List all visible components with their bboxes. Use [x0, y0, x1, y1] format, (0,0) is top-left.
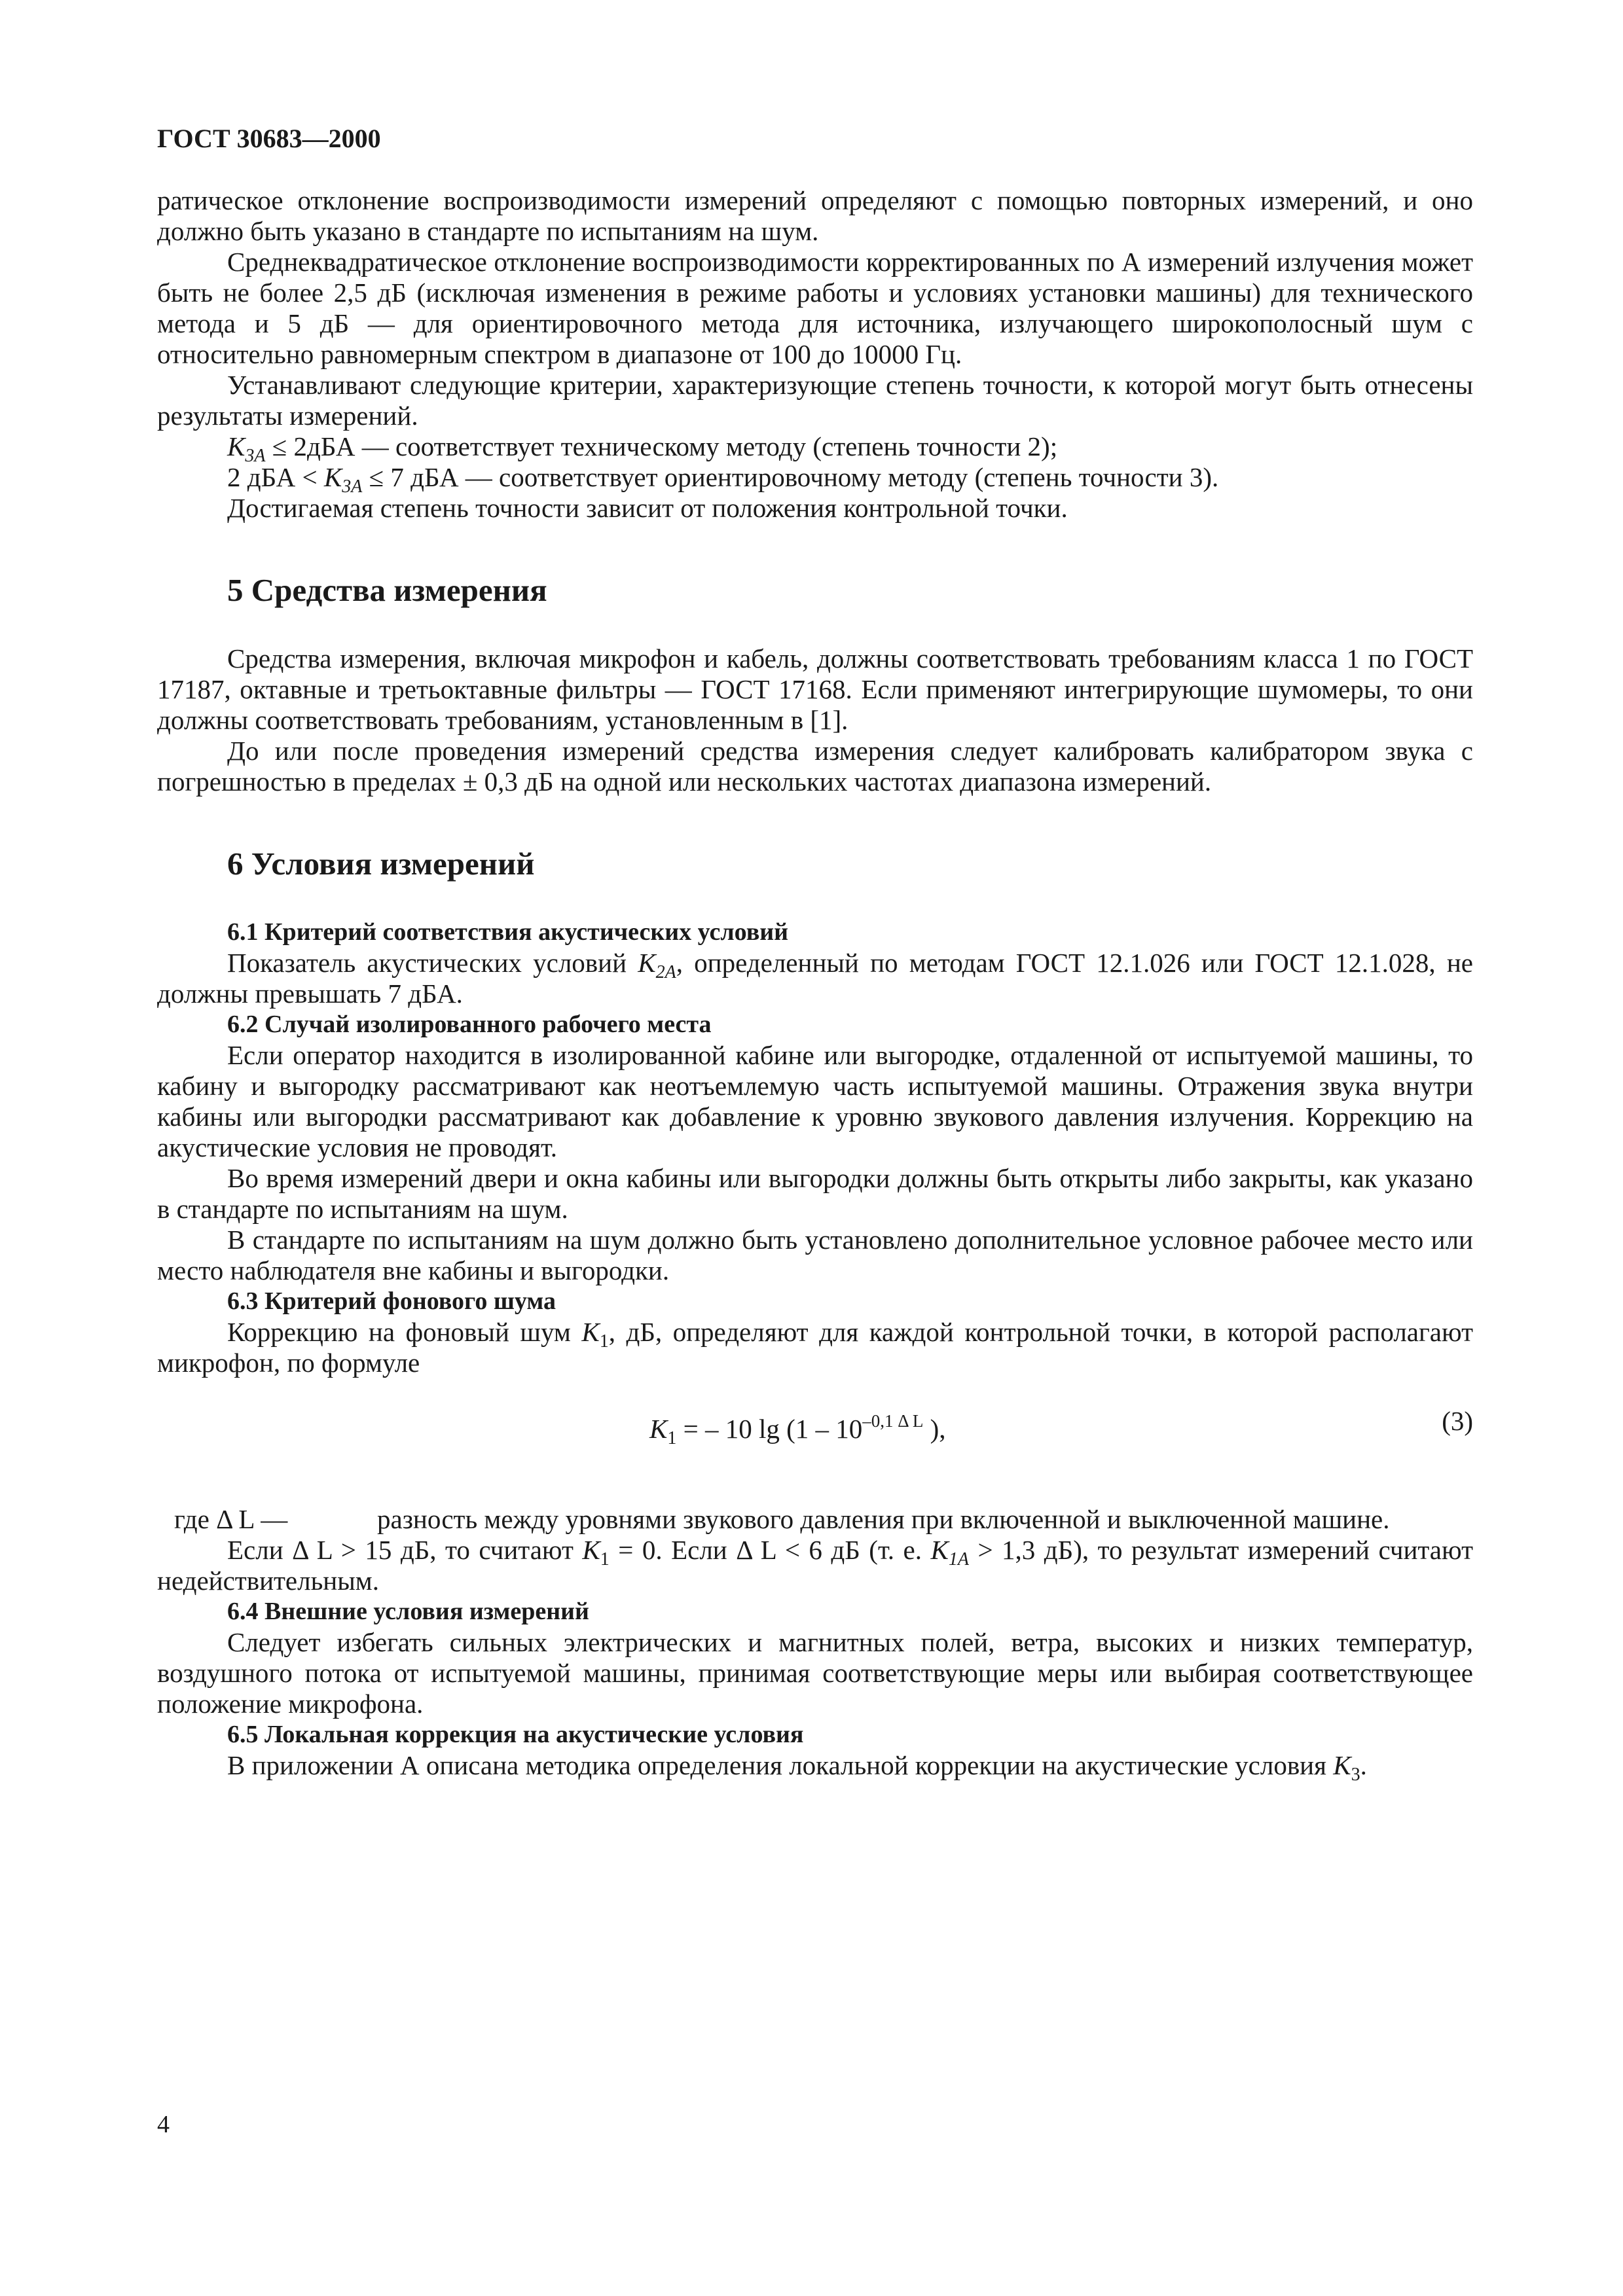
section-6-title: 6 Условия измерений: [227, 846, 535, 882]
legend-label: где Δ L —: [174, 1504, 288, 1534]
formula-body: = – 10 lg (1 – 10: [676, 1414, 863, 1444]
formula-expression: [649, 1411, 946, 1448]
subsection-6-1-paragraph: [157, 948, 1473, 1009]
legend-text: разность между уровнями звукового давления при включенной и выключенной машине.: [377, 1504, 1390, 1534]
k-symbol: K: [638, 948, 656, 978]
k-subscript: 2A: [655, 962, 676, 982]
k-subscript: 3A: [342, 476, 363, 497]
k-subscript: 3: [1351, 1765, 1360, 1785]
subsection-6-2-title: 6.2 Случай изолированного рабочего места: [227, 1011, 712, 1038]
text-fragment: .: [1360, 1750, 1367, 1780]
criterion-technical: [157, 431, 1473, 466]
k-subscript: 1: [667, 1428, 677, 1448]
formula-3: [157, 1406, 1473, 1453]
formula-end: ),: [923, 1414, 946, 1444]
intro-paragraph-1: ратическое отклонение воспроизводимости измерений определяют с помощью повторных измерений, и оно должно быть указано в стандарте по испытаниям на шум.: [157, 185, 1473, 246]
section-5-paragraph-2: До или после проведения измерений средства измерения следует калибровать калибратором звука с погрешностью в пределах ± 0,3 дБ на одной или нескольких частотах диапазона измерений.: [157, 736, 1473, 797]
section-5-paragraph-1: Средства измерения, включая микрофон и кабель, должны соответствовать требованиям класса 1 по ГОСТ 17187, октавные и третьоктавные фильтры — ГОСТ 17168. Если применяют интегрирующие шумомеры, то они должны соответствовать требованиям, установленным в [1].: [157, 643, 1473, 735]
criterion-prefix: 2 дБА <: [227, 462, 324, 492]
subsection-6-5-title: 6.5 Локальная коррекция на акустические условия: [227, 1721, 804, 1748]
subsection-6-1-title: 6.1 Критерий соответствия акустических условий: [227, 918, 789, 946]
intro-paragraph-2: Среднеквадратическое отклонение воспроизводимости корректированных по А измерений излучения может быть не более 2,5 дБ (исключая изменения в режиме работы и условиях установки машины) для технического метода и 5 дБ — для ориентировочного метода для источника, излучающего широкополосный шум с относительно равномерным спектром в диапазоне от 100 до 10000 Гц.: [157, 247, 1473, 369]
k-symbol: K: [582, 1535, 600, 1565]
text-fragment: , дБ, определяют для каждой контрольной точки, в которой располагают микрофон, по формуле: [157, 1317, 1473, 1378]
subsection-6-3-paragraph-1: [157, 1317, 1473, 1378]
text-fragment: , определенный по методам ГОСТ 12.1.026 или ГОСТ 12.1.028, не должны превышать 7 дБА.: [157, 948, 1473, 1009]
k-symbol: K: [581, 1317, 600, 1347]
text-fragment: > 1,3 дБ), то результат измерений считают недействительным.: [157, 1535, 1474, 1596]
k-symbol: K: [1333, 1750, 1351, 1780]
subsection-6-3-title: 6.3 Критерий фонового шума: [227, 1287, 556, 1315]
text-fragment: В приложении А описана методика определения локальной коррекции на акустические условия: [227, 1750, 1334, 1780]
formula-legend: [157, 1504, 1473, 1535]
subsection-6-4-title: 6.4 Внешние условия измерений: [227, 1598, 589, 1625]
subsection-6-3-paragraph-2: [157, 1535, 1473, 1596]
k-symbol: K: [930, 1535, 949, 1565]
k-symbol: K: [227, 431, 246, 461]
text-fragment: Если Δ L > 15 дБ, то считают: [227, 1535, 583, 1565]
k-symbol: K: [323, 462, 342, 492]
criterion-text: ≤ 7 дБА — соответствует ориентировочному методу (степень точности 3).: [362, 462, 1219, 492]
subsection-6-2-paragraph-3: В стандарте по испытаниям на шум должно быть установлено дополнительное условное рабочее место или место наблюдателя вне кабины и выгородки.: [157, 1225, 1473, 1285]
k-subscript: 3A: [245, 446, 266, 466]
section-5-title: 5 Средства измерения: [227, 572, 547, 608]
text-fragment: = 0. Если Δ L < 6 дБ (т. е.: [609, 1535, 931, 1565]
document-header: ГОСТ 30683—2000: [157, 124, 381, 153]
page-number: 4: [157, 2111, 170, 2138]
k-subscript: 1: [600, 1549, 610, 1570]
subsection-6-2-paragraph-1: Если оператор находится в изолированной кабине или выгородке, отдаленной от испытуемой машины, то кабину и выгородку рассматривают как неотъемлемую часть испытуемой машины. Отражения звука внутри кабины или выгородки рассматривают как добавление к уровню звукового давления излучения. Коррекцию на акустические условия не проводят.: [157, 1040, 1473, 1162]
k-subscript: 1A: [948, 1549, 969, 1570]
criterion-orientation: [157, 462, 1473, 497]
formula-number: (3): [1442, 1406, 1473, 1436]
subsection-6-5-paragraph: [157, 1750, 1473, 1785]
text-fragment: Коррекцию на фоновый шум: [227, 1317, 582, 1347]
criterion-text: ≤ 2дБА — соответствует техническому методу (степень точности 2);: [265, 431, 1058, 461]
text-fragment: Показатель акустических условий: [227, 948, 638, 978]
k-symbol: K: [649, 1414, 668, 1444]
intro-paragraph-3: Устанавливают следующие критерии, характеризующие степень точности, к которой могут быть отнесены результаты измерений.: [157, 370, 1473, 431]
subsection-6-2-paragraph-2: Во время измерений двери и окна кабины или выгородки должны быть открыты либо закрыты, как указано в стандарте по испытаниям на шум.: [157, 1163, 1473, 1224]
formula-exponent: –0,1 Δ L: [862, 1411, 924, 1431]
k-subscript: 1: [599, 1331, 609, 1352]
intro-paragraph-4: Достигаемая степень точности зависит от положения контрольной точки.: [227, 493, 1068, 523]
document-page: [157, 118, 1474, 1785]
subsection-6-4-paragraph: Следует избегать сильных электрических и магнитных полей, ветра, высоких и низких температур, воздушного потока от испытуемой машины, принимая соответствующие меры или выбирая соответствующее положение микрофона.: [157, 1627, 1473, 1719]
